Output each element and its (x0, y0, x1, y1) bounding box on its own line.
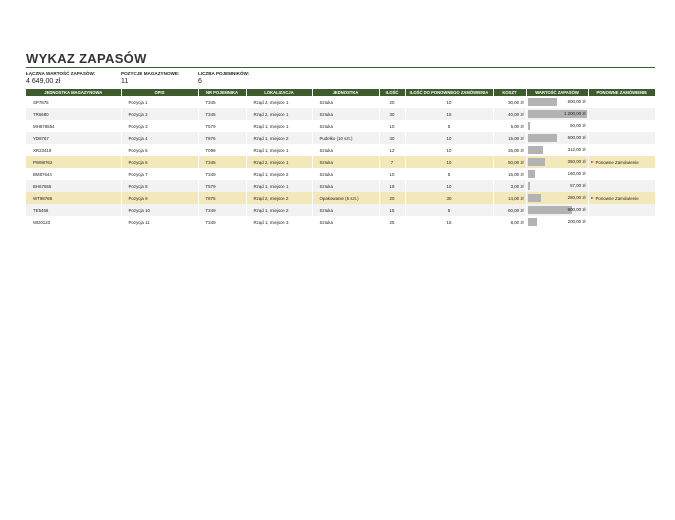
cell-description[interactable]: Pozycja 8 (121, 180, 198, 192)
cell-unit[interactable]: Sztuka (312, 120, 379, 132)
cell-unit[interactable]: Sztuka (312, 168, 379, 180)
value-data-bar (528, 218, 538, 226)
cell-sku[interactable]: BM87644 (26, 168, 121, 180)
cell-description[interactable]: Pozycja 10 (121, 204, 198, 216)
table-row (26, 132, 655, 144)
value-data-bar (528, 170, 536, 178)
cell-reorder-quantity[interactable]: 5 (405, 120, 493, 132)
cell-inventory-value[interactable] (526, 120, 588, 132)
summary-total-value-amount[interactable]: 4 649,00 zł (26, 78, 61, 85)
value-amount: 280,00 zł (567, 195, 586, 200)
flag-icon (591, 197, 594, 199)
cell-inventory-value[interactable] (526, 204, 588, 216)
cell-sku[interactable]: BH67655 (26, 180, 121, 192)
cell-unit[interactable]: Sztuka (312, 144, 379, 156)
cell-location[interactable]: Rząd 1, miejsce 3 (246, 216, 312, 228)
cell-cost[interactable]: 30,00 zł (493, 96, 526, 108)
cell-cost[interactable]: 3,00 zł (493, 180, 526, 192)
cell-quantity[interactable]: 10 (379, 120, 405, 132)
cell-reorder[interactable] (588, 180, 655, 192)
cell-reorder[interactable] (588, 192, 655, 204)
cell-description[interactable]: Pozycja 4 (121, 132, 198, 144)
header-inventory-value[interactable]: WARTOŚĆ ZAPASÓW (526, 89, 588, 96)
reorder-label: Ponowne Zamówienie (595, 159, 639, 165)
cell-reorder-quantity[interactable]: 5 (405, 204, 493, 216)
cell-quantity[interactable]: 25 (379, 216, 405, 228)
cell-cost[interactable]: 15,00 zł (493, 132, 526, 144)
cell-sku[interactable]: SP7875 (26, 96, 121, 108)
cell-description[interactable]: Pozycja 7 (121, 168, 198, 180)
value-amount: 600,00 zł (567, 135, 586, 140)
cell-sku[interactable]: MH676554 (26, 120, 121, 132)
cell-cost[interactable]: 26,00 zł (493, 144, 526, 156)
header-cost[interactable]: KOSZT (493, 89, 526, 96)
cell-location[interactable]: Rząd 1, miejsce 2 (246, 132, 312, 144)
cell-inventory-value[interactable] (526, 168, 588, 180)
value-data-bar (528, 122, 530, 130)
value-amount: 57,00 zł (570, 183, 586, 188)
cell-unit[interactable]: Opakowanie (5 szt.) (312, 192, 379, 204)
cell-sku[interactable]: TE5456 (26, 204, 121, 216)
cell-bin[interactable]: T875 (198, 192, 246, 204)
cell-bin[interactable]: T345 (198, 156, 246, 168)
cell-location[interactable]: Rząd 1, miejsce 1 (246, 144, 312, 156)
table-row (26, 144, 655, 156)
cell-unit[interactable]: Sztuka (312, 108, 379, 120)
cell-reorder[interactable] (588, 108, 655, 120)
cell-reorder-quantity[interactable]: 10 (405, 96, 493, 108)
cell-reorder-quantity[interactable]: 10 (405, 156, 493, 168)
cell-description[interactable]: Pozycja 9 (121, 192, 198, 204)
table-row (26, 120, 655, 132)
value-amount: 312,00 zł (567, 147, 586, 152)
cell-quantity[interactable]: 19 (379, 180, 405, 192)
cell-location[interactable]: Rząd 2, miejsce 2 (246, 192, 312, 204)
cell-reorder[interactable] (588, 120, 655, 132)
cell-reorder-quantity[interactable]: 10 (405, 180, 493, 192)
cell-sku[interactable]: YD8767 (26, 132, 121, 144)
header-unit[interactable]: JEDNOSTKA (312, 89, 379, 96)
cell-inventory-value[interactable] (526, 156, 588, 168)
value-amount: 50,00 zł (570, 123, 586, 128)
cell-bin[interactable]: T349 (198, 204, 246, 216)
cell-quantity[interactable]: 30 (379, 108, 405, 120)
table-row (26, 180, 655, 192)
summary-bins-label: LICZBA POJEMNIKÓW: (198, 71, 250, 76)
cell-sku[interactable]: WD0123 (26, 216, 121, 228)
value-amount: 900,00 zł (567, 207, 586, 212)
cell-bin[interactable]: T876 (198, 132, 246, 144)
cell-inventory-value[interactable] (526, 144, 588, 156)
cell-reorder[interactable] (588, 204, 655, 216)
cell-bin[interactable]: T345 (198, 108, 246, 120)
cell-quantity[interactable]: 20 (379, 192, 405, 204)
cell-inventory-value[interactable] (526, 96, 588, 108)
cell-reorder-quantity[interactable]: 5 (405, 168, 493, 180)
cell-cost[interactable]: 60,00 zł (493, 204, 526, 216)
flag-icon (591, 161, 594, 163)
table-row (26, 108, 655, 120)
table-row (26, 96, 655, 108)
value-data-bar (528, 98, 558, 106)
cell-description[interactable]: Pozycja 11 (121, 216, 198, 228)
cell-bin[interactable]: T349 (198, 168, 246, 180)
cell-reorder-quantity[interactable]: 10 (405, 144, 493, 156)
cell-inventory-value[interactable] (526, 192, 588, 204)
table-header-row (26, 89, 655, 96)
cell-reorder[interactable] (588, 96, 655, 108)
value-amount: 200,00 zł (567, 219, 586, 224)
table-row (26, 204, 655, 216)
cell-reorder-quantity[interactable]: 15 (405, 216, 493, 228)
cell-reorder-quantity[interactable]: 10 (405, 132, 493, 144)
value-amount: 160,00 zł (567, 171, 586, 176)
header-reorder-quantity[interactable]: ILOŚĆ DO PONOWNEGO ZAMÓWIENIA (405, 89, 493, 96)
cell-bin[interactable]: T345 (198, 96, 246, 108)
table-row (26, 216, 655, 228)
value-amount: 600,00 zł (567, 99, 586, 104)
cell-quantity[interactable]: 20 (379, 96, 405, 108)
cell-location[interactable]: Rząd 1, miejsce 1 (246, 180, 312, 192)
header-reorder[interactable]: PONOWNE ZAMÓWIENIE (588, 89, 655, 96)
cell-bin[interactable]: T098 (198, 144, 246, 156)
cell-reorder[interactable] (588, 144, 655, 156)
cell-sku[interactable]: PW98762 (26, 156, 121, 168)
cell-sku[interactable]: WT98768 (26, 192, 121, 204)
cell-description[interactable]: Pozycja 2 (121, 108, 198, 120)
header-bin[interactable]: NR POJEMNIKA (198, 89, 246, 96)
cell-cost[interactable]: 5,00 zł (493, 120, 526, 132)
cell-quantity[interactable]: 7 (379, 156, 405, 168)
cell-unit[interactable]: Sztuka (312, 96, 379, 108)
cell-location[interactable]: Rząd 2, miejsce 1 (246, 156, 312, 168)
summary-total-value (26, 71, 95, 85)
cell-cost[interactable]: 50,00 zł (493, 156, 526, 168)
cell-cost[interactable]: 40,00 zł (493, 108, 526, 120)
cell-unit[interactable]: Sztuka (312, 180, 379, 192)
cell-location[interactable]: Rząd 1, miejsce 2 (246, 168, 312, 180)
cell-quantity[interactable]: 15 (379, 204, 405, 216)
cell-bin[interactable]: T579 (198, 180, 246, 192)
title-divider (26, 67, 655, 68)
cell-quantity[interactable]: 12 (379, 144, 405, 156)
cell-reorder[interactable] (588, 132, 655, 144)
cell-cost[interactable]: 8,00 zł (493, 216, 526, 228)
summary-total-value-label: ŁĄCZNA WARTOŚĆ ZAPASÓW: (26, 71, 96, 76)
page-title: WYKAZ ZAPASÓW (26, 51, 147, 66)
cell-description[interactable]: Pozycja 6 (121, 156, 198, 168)
value-amount: 1 200,00 zł (564, 111, 586, 116)
cell-cost[interactable]: 16,00 zł (493, 168, 526, 180)
value-data-bar (528, 134, 558, 142)
summary-bins (198, 71, 249, 85)
summary-items (121, 71, 179, 85)
table-row (26, 168, 655, 180)
cell-sku[interactable]: XR23419 (26, 144, 121, 156)
inventory-table (26, 89, 655, 228)
cell-location[interactable]: Rząd 2, miejsce 1 (246, 96, 312, 108)
summary-bins-count[interactable]: 6 (198, 78, 202, 85)
header-description[interactable]: OPIS (121, 89, 198, 96)
cell-cost[interactable]: 14,00 zł (493, 192, 526, 204)
cell-reorder-quantity[interactable]: 30 (405, 192, 493, 204)
cell-location[interactable]: Rząd 2, miejsce 1 (246, 108, 312, 120)
cell-description[interactable]: Pozycja 5 (121, 144, 198, 156)
header-sku[interactable]: JEDNOSTKA MAGAZYNOWA (26, 89, 121, 96)
cell-inventory-value[interactable] (526, 132, 588, 144)
cell-unit[interactable]: Sztuka (312, 156, 379, 168)
cell-bin[interactable]: T349 (198, 216, 246, 228)
cell-inventory-value[interactable] (526, 216, 588, 228)
cell-inventory-value[interactable] (526, 180, 588, 192)
header-location[interactable]: LOKALIZACJA (246, 89, 312, 96)
cell-bin[interactable]: T579 (198, 120, 246, 132)
cell-location[interactable]: Rząd 1, miejsce 2 (246, 204, 312, 216)
cell-sku[interactable]: TR6680 (26, 108, 121, 120)
reorder-label: Ponowne Zamówienie (595, 195, 639, 201)
value-data-bar (528, 146, 543, 154)
summary-items-label: POZYCJE MAGAZYNOWE: (121, 71, 180, 76)
cell-description[interactable]: Pozycja 3 (121, 120, 198, 132)
cell-reorder[interactable] (588, 168, 655, 180)
table-row (26, 192, 655, 204)
value-data-bar (528, 182, 531, 190)
cell-reorder[interactable] (588, 216, 655, 228)
value-data-bar (528, 194, 542, 202)
value-data-bar (528, 206, 572, 214)
cell-quantity[interactable]: 10 (379, 168, 405, 180)
cell-description[interactable]: Pozycja 1 (121, 96, 198, 108)
cell-inventory-value[interactable] (526, 108, 588, 120)
summary-items-count[interactable]: 11 (121, 78, 129, 85)
header-quantity[interactable]: ILOŚĆ (379, 89, 405, 96)
cell-unit[interactable]: Pudełko (10 szt.) (312, 132, 379, 144)
cell-reorder[interactable] (588, 156, 655, 168)
cell-unit[interactable]: Sztuka (312, 204, 379, 216)
table-row (26, 156, 655, 168)
value-data-bar (528, 158, 545, 166)
value-amount: 350,00 zł (567, 159, 586, 164)
cell-quantity[interactable]: 40 (379, 132, 405, 144)
cell-unit[interactable]: Sztuka (312, 216, 379, 228)
cell-location[interactable]: Rząd 1, miejsce 1 (246, 120, 312, 132)
cell-reorder-quantity[interactable]: 15 (405, 108, 493, 120)
